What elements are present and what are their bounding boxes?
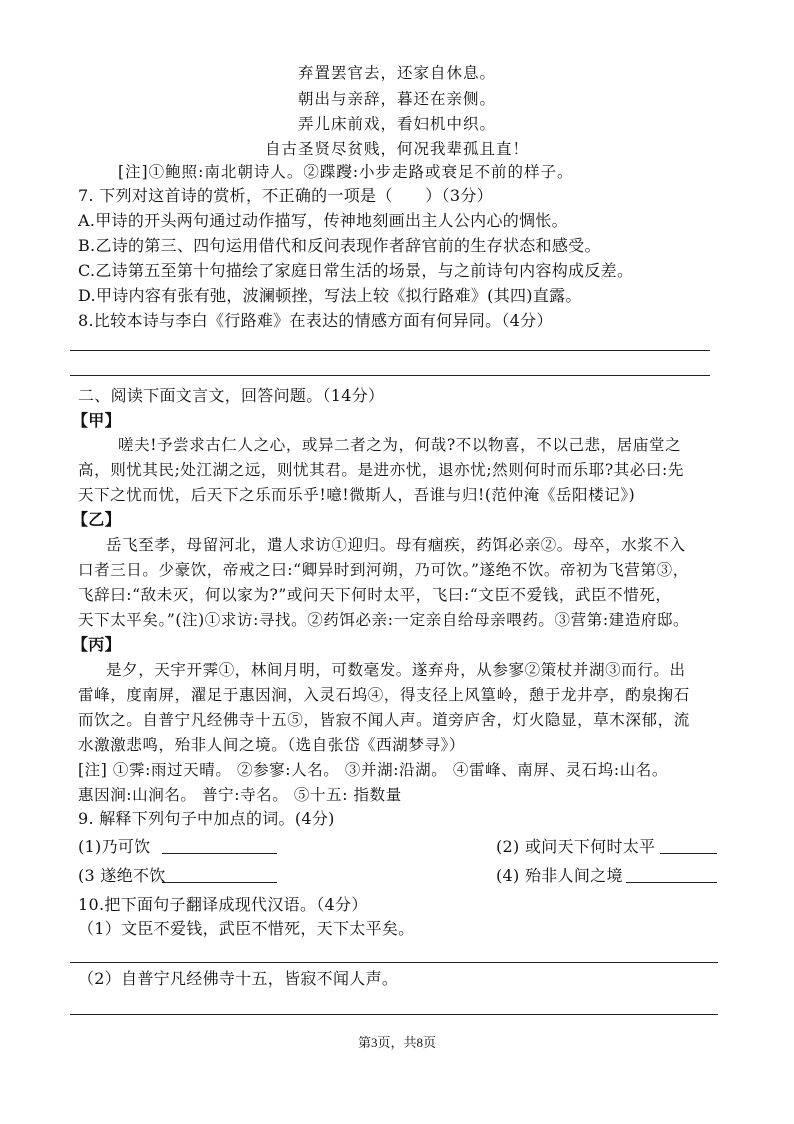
q10-stem: 10.把下面句子翻译成现代汉语。（4分）	[78, 895, 368, 914]
q10-item-1: （1）文臣不爱钱，武臣不惜死，天下太平矣。	[78, 919, 415, 938]
q7-stem: 7. 下列对这首诗的赏析，不正确的一项是（ ）（3分）	[78, 186, 493, 205]
passage-jia-line: 高，则忧其民;处江湖之远，则忧其君。是进亦忧，退亦忧;然则何时而乐耶?其必曰:先	[78, 461, 684, 479]
q8-answer-line-1[interactable]	[70, 350, 710, 351]
q9-item-4	[496, 865, 623, 887]
q9-item-3	[78, 865, 166, 887]
q9-item-1	[78, 836, 150, 858]
q7-option-c: C.乙诗第五至第十句描绘了家庭日常生活的场景，与之前诗句内容构成反差。	[78, 261, 634, 280]
passage-yi-line: 天下太平矣。”(注)①求访:寻找。②药饵必亲:一定亲自给母亲喂药。③营第:建造府邸。	[78, 611, 690, 629]
passage-bing-note: 惠因涧:山涧名。 普宁:寺名。 ⑤十五: 指数量	[78, 786, 402, 804]
q9-blank-2[interactable]	[660, 853, 717, 854]
q9-item-4-text: (4) 殆非人间之境	[496, 866, 623, 885]
poem-line-1: 弃置罢官去，还家自休息。	[297, 64, 496, 82]
passage-bing-note: [注] ①霁:雨过天晴。 ②参寥:人名。 ③并湖:沿湖。 ④雷峰、南屏、灵石坞:山名。	[78, 761, 668, 779]
q10-answer-line-1[interactable]	[70, 962, 718, 963]
passage-yi-line: 口者三日。少豪饮，帝戒之曰:“卿异时到河朔，乃可饮。”遂绝不饮。帝初为飞营第③，	[78, 561, 689, 579]
passage-bing-label: 【丙】	[72, 635, 121, 654]
passage-yi-label: 【乙】	[72, 510, 121, 529]
q9-blank-3[interactable]	[162, 882, 277, 883]
passage-bing-line: 而饮之。自普宁凡经佛寺十五⑤，皆寂不闻人声。道旁庐舍，灯火隐显，草木深郁，流	[78, 711, 690, 729]
q9-item-2	[496, 836, 655, 858]
q8-stem: 8.比较本诗与李白《行路难》在表达的情感方面有何异同。（4分）	[78, 311, 553, 330]
poem-line-2: 朝出与亲辞，暮还在亲侧。	[297, 90, 496, 108]
section-2-title: 二、阅读下面文言文，回答问题。（14分）	[78, 386, 385, 405]
q9-item-3-text: (3 遂绝不饮	[78, 866, 166, 885]
q9-blank-1[interactable]	[162, 853, 277, 854]
passage-jia-label: 【甲】	[72, 411, 121, 430]
q7-option-a: A.甲诗的开头两句通过动作描写，传神地刻画出主人公内心的惆怅。	[78, 211, 568, 230]
poem-note: [注]①鲍照:南北朝诗人。②蹀躞:小步走路或衰足不前的样子。	[118, 163, 574, 181]
q9-item-1-text: (1)乃可饮	[78, 837, 151, 856]
passage-bing-line: 雷峰，度南屏，濯足于惠因涧，入灵石坞④，得支径上风篁岭，憩于龙井亭，酌泉掬石	[78, 686, 690, 704]
passage-jia-line: 天下之忧而忧，后天下之乐而乐乎!噫!微斯人，吾谁与归!(范仲淹《岳阳楼记》)	[78, 486, 636, 504]
passage-jia-line: 嗟夫!予尝求古仁人之心，或异二者之为，何哉?不以物喜，不以己悲，居庙堂之	[118, 436, 682, 454]
passage-yi-line: 岳飞至孝，母留河北，遣人求访①迎归。母有痼疾，药饵必亲②。母卒，水浆不入	[106, 536, 686, 554]
passage-bing-line: 水激激悲鸣，殆非人间之境。（选自张岱《西湖梦寻》）	[78, 736, 466, 754]
q8-answer-line-2[interactable]	[70, 375, 710, 376]
passage-yi-line: 飞辞曰:“敌未灭，何以家为?”或问天下何时太平，飞曰:“文臣不爱钱，武臣不惜死，	[78, 586, 672, 604]
page-number: 第3页，共8页	[357, 1035, 436, 1050]
q9-blank-4[interactable]	[626, 882, 717, 883]
poem-line-4: 自古圣贤尽贫贱，何况我辈孤且直！	[264, 140, 529, 158]
q10-item-2: （2）自普宁凡经佛寺十五，皆寂不闻人声。	[78, 969, 399, 988]
q9-stem: 9. 解释下列句子中加点的词。(4分)	[78, 809, 335, 828]
q7-option-d: D.甲诗内容有张有弛，波澜顿挫，写法上较《拟行路难》(其四)直露。	[78, 286, 582, 305]
passage-bing-line: 是夕，天宇开霁①，林间月明，可数毫发。遂弃舟，从参寥②策杖并湖③而行。出	[106, 661, 686, 679]
q7-option-b: B.乙诗的第三、四句运用借代和反问表现作者辞官前的生存状态和感受。	[78, 236, 601, 255]
poem-line-3: 弄儿床前戏，看妇机中织。	[297, 115, 496, 133]
q10-answer-line-2[interactable]	[70, 1014, 718, 1015]
q9-item-2-text: (2) 或问天下何时太平	[496, 837, 656, 856]
